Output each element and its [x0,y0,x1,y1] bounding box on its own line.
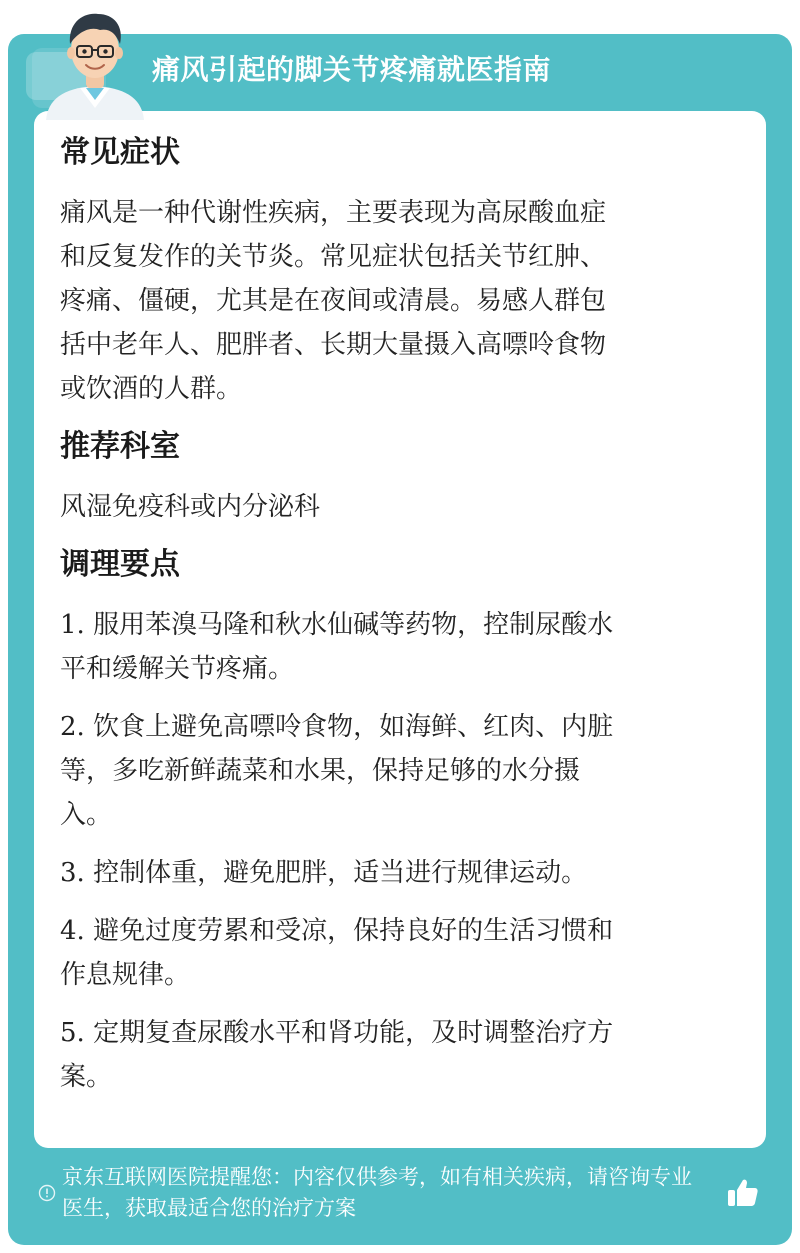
guide-panel [8,34,792,1245]
symptoms-line: 括中老年人、肥胖者、长期大量摄入高嘌呤食物 [60,330,607,360]
item-line: 定期复查尿酸水平和肾功能，及时调整治疗方 [93,1018,614,1048]
section-title-department: 推荐科室 [60,429,180,464]
info-icon [38,1184,56,1202]
item-line: 控制体重，避免肥胖，适当进行规律运动。 [93,858,588,888]
care-item-3 [60,851,730,895]
section-title-symptoms: 常见症状 [60,135,180,170]
thumbs-up-icon[interactable] [726,1176,760,1210]
item-line: 等，多吃新鲜蔬菜和水果，保持足够的水分摄 [60,756,581,786]
content-card [34,111,766,1148]
item-line: 避免过度劳累和受凉，保持良好的生活习惯和 [93,916,614,946]
item-number: 1. [60,610,85,640]
department-text: 风湿免疫科或内分泌科 [60,492,321,522]
item-number: 2. [60,712,85,742]
item-line: 饮食上避免高嘌呤食物，如海鲜、红肉、内脏 [93,712,614,742]
card-content [60,129,730,1099]
symptoms-line: 或饮酒的人群。 [60,374,243,404]
care-item-2 [60,705,730,837]
care-item-4 [60,909,730,997]
item-number: 3. [60,858,85,888]
disclaimer-line: 医生，获取最适合您的治疗方案 [62,1196,356,1220]
item-line: 案。 [60,1062,113,1092]
page-title: 痛风引起的脚关节疼痛就医指南 [152,53,552,86]
item-number: 4. [60,916,85,946]
item-line: 平和缓解关节疼痛。 [60,654,295,684]
care-item-5 [60,1011,730,1099]
care-item-1 [60,603,730,691]
doctor-avatar [40,8,150,120]
section-title-care: 调理要点 [60,547,180,582]
disclaimer-line: 京东互联网医院提醒您：内容仅供参考，如有相关疾病，请咨询专业 [62,1165,692,1189]
item-line: 入。 [60,800,113,830]
item-line: 作息规律。 [60,960,191,990]
item-line: 服用苯溴马隆和秋水仙碱等药物，控制尿酸水 [93,610,614,640]
item-number: 5. [60,1018,85,1048]
symptoms-line: 疼痛、僵硬，尤其是在夜间或清晨。易感人群包 [60,286,607,316]
symptoms-line: 和反复发作的关节炎。常见症状包括关节红肿、 [60,242,607,272]
disclaimer-text [62,1162,732,1224]
symptoms-line: 痛风是一种代谢性疾病，主要表现为高尿酸血症 [60,198,607,228]
